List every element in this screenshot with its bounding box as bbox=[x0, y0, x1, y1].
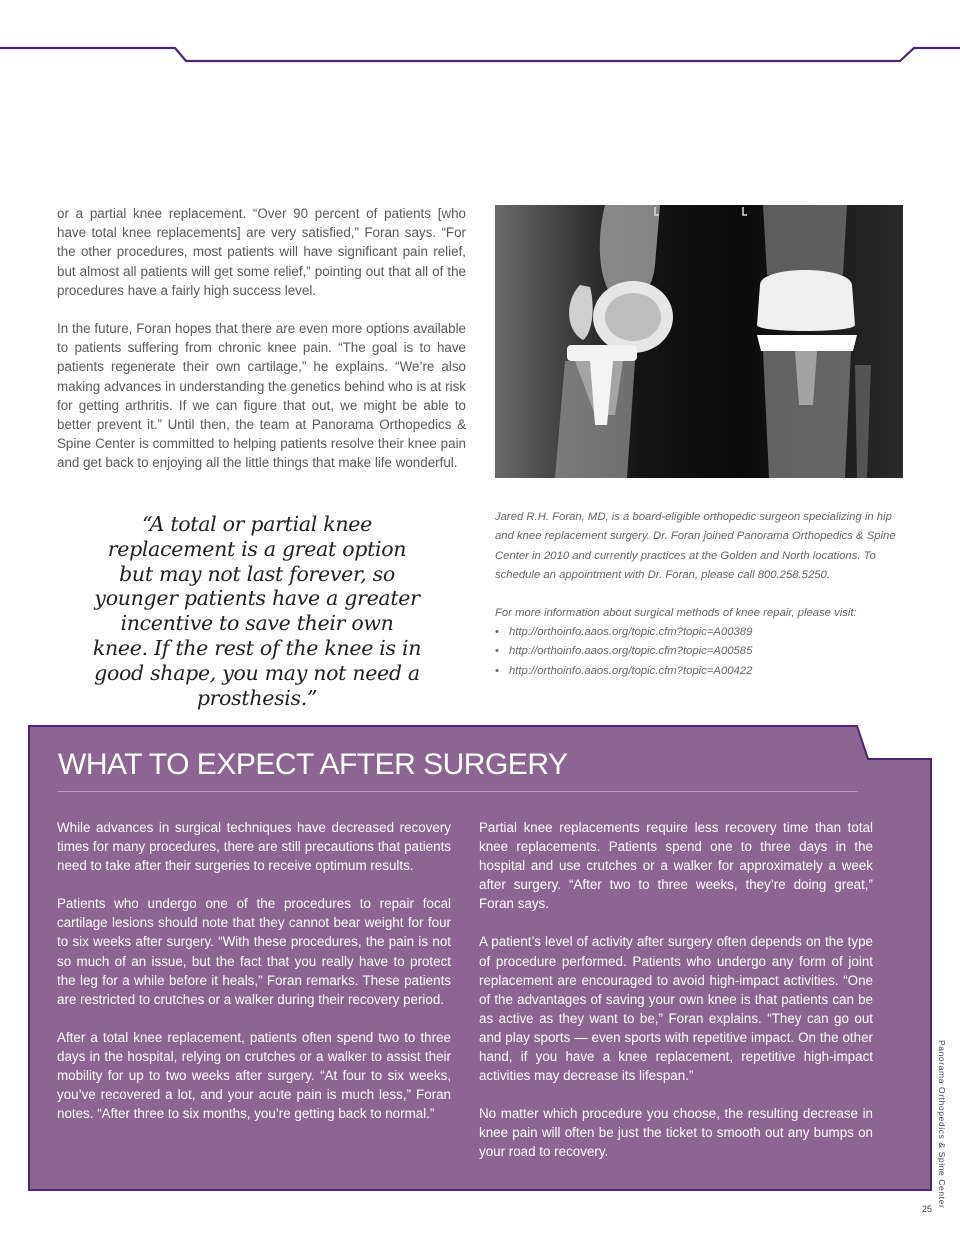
sidebar-title: WHAT TO EXPECT AFTER SURGERY bbox=[58, 748, 568, 781]
reference-link[interactable]: • http://orthoinfo.aaos.org/topic.cfm?topic=A00389 bbox=[495, 623, 903, 642]
links-intro: For more information about surgical methods of knee repair, please visit: bbox=[495, 606, 857, 619]
header-rule bbox=[0, 0, 960, 70]
article-paragraph: or a partial knee replacement. “Over 90 percent of patients [who have total knee replacements] are very satisfied,” Foran says. “For the other procedures, most patients will have significant pain relief, but almost all patients will get some relief,” pointing out that all of the procedures have a fairly high success level. bbox=[57, 206, 466, 298]
sidebar-paragraph: Patients who undergo one of the procedures to repair focal cartilage lesions should note that they cannot bear weight for four to six weeks after surgery. “With these procedures, the pain is not so much of an issue, but the fact that you really have to protect the leg for a while before it heals,” Foran remarks. These patients are restricted to crutches or a walker during their recovery period. bbox=[57, 896, 451, 1007]
pull-quote: “A total or partial knee replacement is a great option but may not last forever, so younger patients have a greater incentive to save their own knee. If the rest of the knee is in good shape, you may not need a prosthesis.” bbox=[92, 512, 422, 710]
sidebar-paragraph: Partial knee replacements require less recovery time than total knee replacements. Patients spend one to three days in the hospital and use crutches or a walker for approximately a week after surgery. “After two to three weeks, they’re doing great,” Foran says. bbox=[479, 820, 873, 912]
sidebar-paragraph: While advances in surgical techniques have decreased recovery times for many procedures, there are still precautions that patients need to take after their surgeries to receive optimum results. bbox=[57, 820, 451, 874]
article-body bbox=[57, 204, 466, 492]
sidebar-paragraph: After a total knee replacement, patients often spend two to three days in the hospital, relying on crutches or a walker to assist their mobility for up to two weeks after surgery. “At four to six weeks, you’ve recovered a lot, and your acute pain is much less,” Foran notes. “After three to six months, you’re getting back to normal.” bbox=[57, 1029, 451, 1122]
bio-text: Jared R.H. Foran, MD, is a board-eligible orthopedic surgeon specializing in hip and knee replacement surgery. Dr. Foran joined Panorama Orthopedics & Spine Center in 2010 and currently practices at the Golden and North locations. To schedule an appointment with Dr. Foran, please call 800.258.5250. bbox=[495, 511, 896, 582]
reference-link[interactable]: • http://orthoinfo.aaos.org/topic.cfm?topic=A00585 bbox=[495, 642, 903, 661]
sidebar-column-right bbox=[479, 818, 873, 1181]
sidebar-divider bbox=[58, 791, 858, 792]
sidebar-paragraph: No matter which procedure you choose, the resulting decrease in knee pain will often be just the ticket to smooth out any bumps on your road to recovery. bbox=[479, 1106, 873, 1160]
sidebar-paragraph: A patient’s level of activity after surgery often depends on the type of procedure performed. Patients who undergo any form of joint replacement are encouraged to avoid high-impact activities. “One of the advantages of saving your own knee is that patients can be as active as they want to be,” Foran explains. “They can go out and play sports — even sports with repetitive impact. On the other hand, if you have a knee replacement, repetitive high-impact activities may decrease its lifespan.” bbox=[479, 934, 873, 1084]
reference-link[interactable]: • http://orthoinfo.aaos.org/topic.cfm?topic=A00422 bbox=[495, 662, 903, 681]
page-number: 25 bbox=[922, 1204, 933, 1214]
publication-name: Panorama Orthopedics & Spine Center bbox=[937, 1040, 947, 1209]
article-paragraph: In the future, Foran hopes that there are even more options available to patients suffering from chronic knee pain. “The goal is to have patients regenerate their own cartilage,” he explains. “We’re also making advances in understanding the genetics behind who is at risk for getting arthritis. If we can figure that out, we might be able to better prevent it.” Until then, the team at Panorama Orthopedics & Spine Center is committed to helping patients resolve their knee pain and get back to enjoying all the little things that make life wonderful. bbox=[57, 321, 466, 471]
author-bio bbox=[495, 508, 903, 681]
knee-xray-image bbox=[495, 205, 903, 478]
reference-links bbox=[495, 623, 903, 681]
sidebar-column-left bbox=[57, 818, 451, 1142]
